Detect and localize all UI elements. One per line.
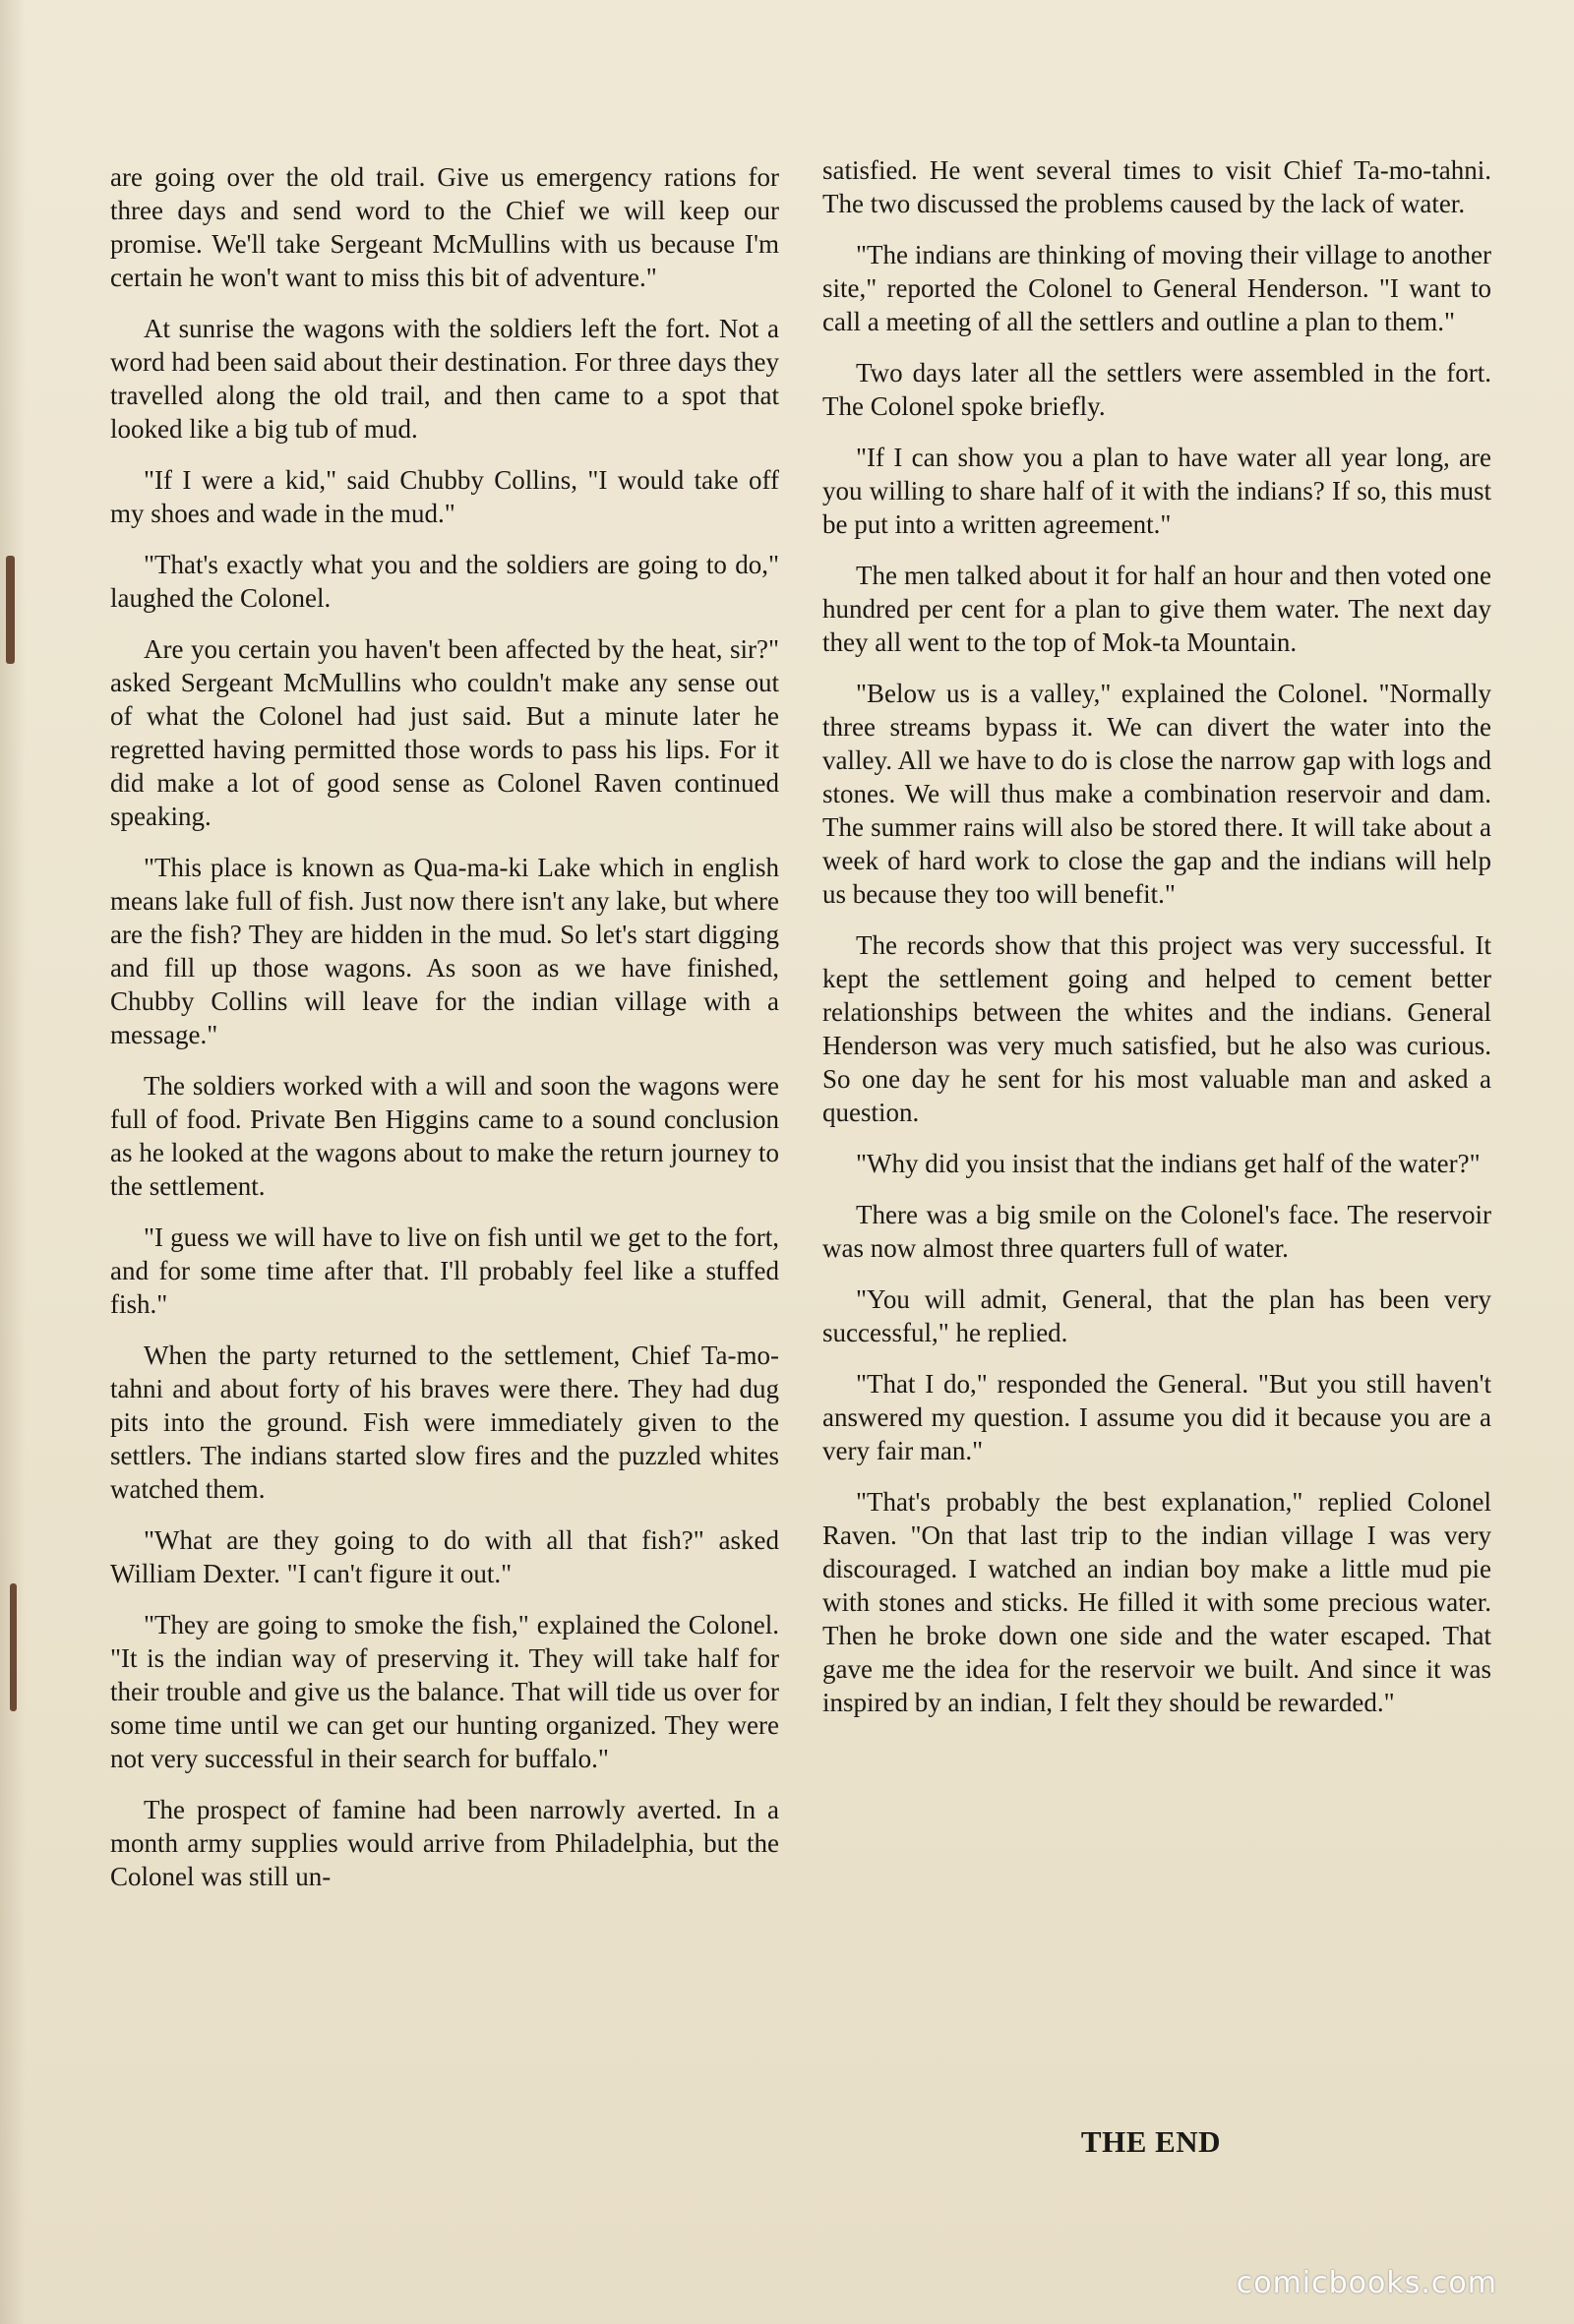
paragraph: "You will admit, General, that the plan has been very successful," he replied.: [822, 1284, 1491, 1347]
paragraph: "This place is known as Qua-ma-ki Lake which in english means lake full of fish. Just now there isn't any lake, but where are the fish? They are hidden in the mud. So let's start digging and fill up those wagons. As soon as we have finished, Chubby Collins will leave for the indian village with a message.": [110, 853, 779, 1049]
paragraph: "That's probably the best explanation," replied Colonel Raven. "On that last trip to the indian village I was very discouraged. I watched an indian boy make a little mud pie with stones and sticks. He filled it with some precious water. Then he broke down one side and the water escaped. That gave me the idea for the reservoir we built. And since it was inspired by an indian, I felt they should be rewarded.": [822, 1487, 1491, 1717]
paragraph: "What are they going to do with all that fish?" asked William Dexter. "I can't figure it out.": [110, 1525, 779, 1588]
ink-mark: [6, 556, 15, 664]
the-end-label: THE END: [1080, 2124, 1222, 2159]
ink-mark: [10, 1583, 17, 1711]
paragraph: "Below us is a valley," explained the Colonel. "Normally three streams bypass it. We can divert the water into the valley. All we have to do is close the narrow gap with logs and stones. We will thus make a combination reservoir and dam. The summer rains will also be stored there. It will take about a week of hard work to close the gap and the indians will help us because they too will benefit.": [822, 679, 1491, 909]
paragraph: When the party returned to the settlement, Chief Ta-mo-tahni and about forty of his braves were there. They had dug pits into the ground. Fish were immediately given to the settlers. The indians started slow fires and the puzzled whites watched them.: [110, 1341, 779, 1504]
paragraph: At sunrise the wagons with the soldiers left the fort. Not a word had been said about their destination. For three days they travelled along the old trail, and then came to a spot that looked like a big tub of mud.: [110, 314, 779, 444]
paragraph: satisfied. He went several times to visit Chief Ta-mo-tahni. The two discussed the problems caused by the lack of water.: [822, 155, 1491, 218]
paragraph: "If I were a kid," said Chubby Collins, "I would take off my shoes and wade in the mud.": [110, 465, 779, 528]
paragraph: "Why did you insist that the indians get half of the water?": [856, 1149, 1481, 1178]
right-text-column: [822, 153, 1491, 1737]
left-text-column: [110, 160, 779, 1911]
paragraph: "That's exactly what you and the soldiers are going to do," laughed the Colonel.: [110, 550, 779, 613]
site-watermark: comicbooks.com: [1236, 2266, 1497, 2300]
paragraph: "They are going to smoke the fish," explained the Colonel. "It is the indian way of preserving it. They will take half for their trouble and give us the balance. That will tide us over for some time until we can get our hunting organized. They were not very successful in their search for buffalo.": [110, 1610, 779, 1773]
paragraph: The prospect of famine had been narrowly averted. In a month army supplies would arrive from Philadelphia, but the Colonel was still un-: [110, 1795, 779, 1891]
paragraph: Are you certain you haven't been affected by the heat, sir?" asked Sergeant McMullins who couldn't make any sense out of what the Colonel had just said. But a minute later he regretted having permitted those words to pass his lips. For it did make a lot of good sense as Colonel Raven continued speaking.: [110, 634, 779, 831]
paragraph: There was a big smile on the Colonel's face. The reservoir was now almost three quarters full of water.: [822, 1200, 1491, 1263]
page-binding-shadow: [0, 0, 26, 2324]
paragraph: "I guess we will have to live on fish until we get to the fort, and for some time after that. I'll probably feel like a stuffed fish.": [110, 1222, 779, 1319]
paragraph: Two days later all the settlers were assembled in the fort. The Colonel spoke briefly.: [822, 358, 1491, 421]
paragraph: "That I do," responded the General. "But you still haven't answered my question. I assume you did it because you are a very fair man.": [822, 1369, 1491, 1465]
paragraph: The records show that this project was very successful. It kept the settlement going and helped to cement better relationships between the whites and the indians. General Henderson was very much satisfied, but he also was curious. So one day he sent for his most valuable man and asked a question.: [822, 930, 1491, 1127]
paragraph: The men talked about it for half an hour and then voted one hundred per cent for a plan to give them water. The next day they all went to the top of Mok-ta Mountain.: [822, 561, 1491, 657]
paragraph: are going over the old trail. Give us emergency rations for three days and send word to the Chief we will keep our promise. We'll take Sergeant McMullins with us because I'm certain he won't want to miss this bit of adventure.": [110, 162, 779, 292]
paragraph: "If I can show you a plan to have water all year long, are you willing to share half of it with the indians? If so, this must be put into a written agreement.": [822, 443, 1491, 539]
paragraph: "The indians are thinking of moving their village to another site," reported the Colonel to General Henderson. "I want to call a meeting of all the settlers and outline a plan to them.": [822, 240, 1491, 336]
paragraph: The soldiers worked with a will and soon the wagons were full of food. Private Ben Higgins came to a sound conclusion as he looked at the wagons about to make the return journey to the settlement.: [110, 1071, 779, 1201]
